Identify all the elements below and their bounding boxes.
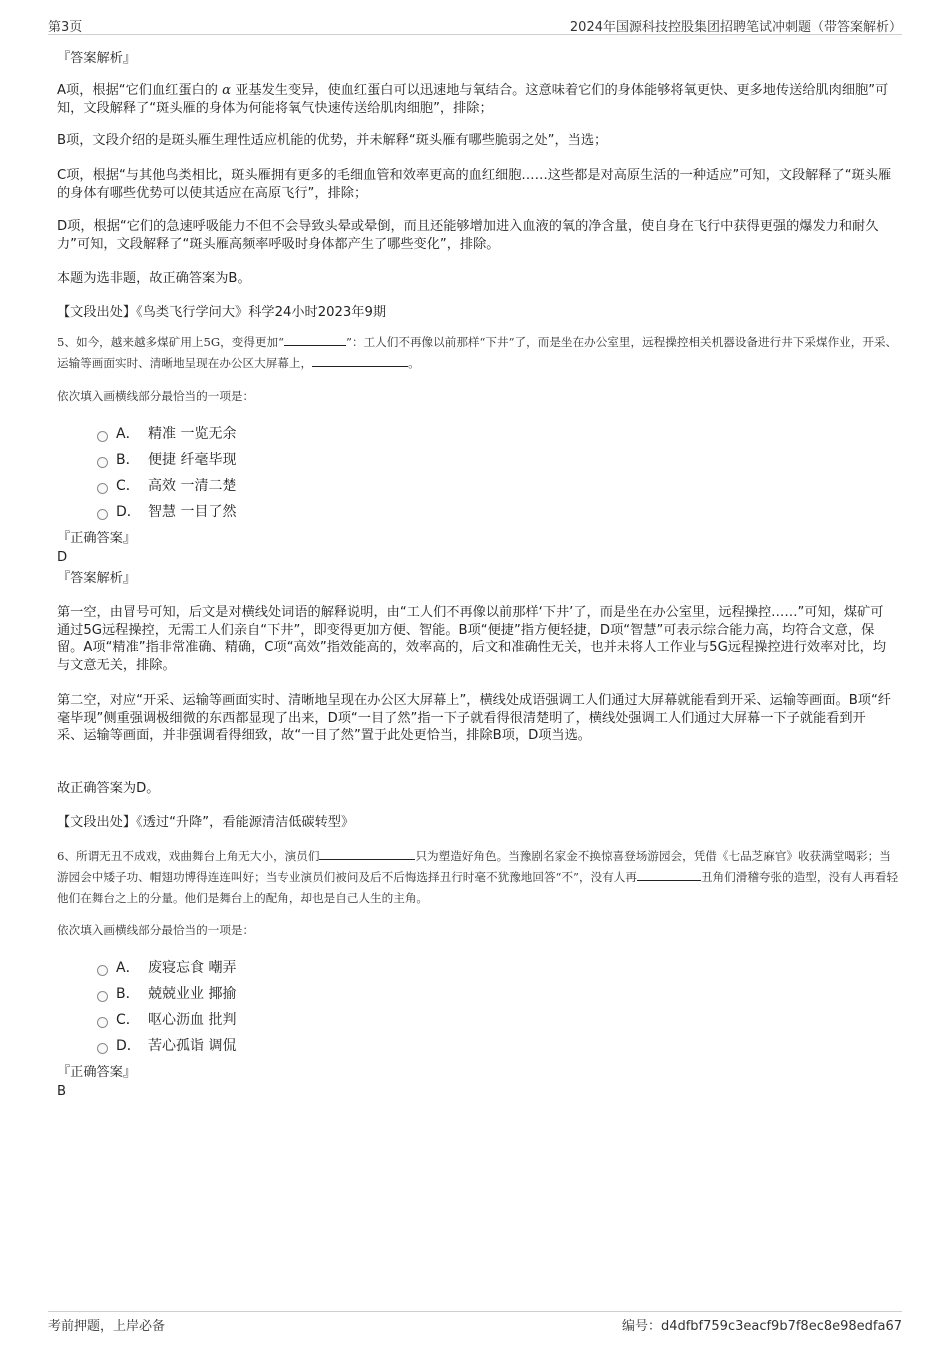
q5-blank-1: [284, 333, 346, 346]
q6-answer-label: 『正确答案』: [57, 1065, 137, 1080]
radio-icon[interactable]: [97, 1017, 108, 1028]
q5-source: 【文段出处】《透过“升降”，看能源清洁低碳转型》: [57, 815, 355, 830]
q6-option-a[interactable]: A． 废寝忘食 嘲弄: [97, 957, 236, 977]
q5-question: 5、如今，越来越多煤矿用上5G，变得更加“ ”：工人们不再像以前那样“下井”了，而是坐在办公室里，远程操控相关机器设备进行井下采煤作业，开采、运输等画面实时、清晰地呈现在办公区大屏幕上， 。: [57, 335, 898, 370]
page-footer: [48, 1311, 902, 1336]
q6-answer: B: [57, 1084, 67, 1099]
q6-prompt: 依次填入画横线部分最恰当的一项是：: [57, 923, 255, 937]
page-header: [48, 14, 902, 35]
q6-option-d[interactable]: D． 苦心孤诣 调侃: [97, 1035, 236, 1055]
footer-slogan: 考前押题，上岸必备: [48, 1319, 166, 1334]
radio-icon[interactable]: [97, 431, 108, 442]
q6-blank-2: [637, 868, 701, 881]
q5-option-d[interactable]: D． 智慧 一目了然: [97, 501, 236, 521]
q4-analysis-b: B项，文段介绍的是斑头雁生理性适应机能的优势，并未解释“斑头雁有哪些脆弱之处”，当选；: [57, 133, 608, 148]
q5-answer: D: [57, 550, 68, 565]
q4-conclusion: 本题为选非题，故正确答案为B。: [57, 271, 251, 286]
q5-analysis-1: 第一空，由冒号可知，后文是对横线处词语的解释说明，由“工人们不再像以前那样‘下井’了，而是坐在办公室里，远程操控……”可知，煤矿可通过5G远程操控，无需工人们亲自“下井”，即变得更加方便、智能。B项“便捷”指方便轻捷，D项“智慧”可表示综合能力高，均符合文意，保留。A项“精准”指非常准确、精确，C项“高效”指效能高的，效率高的，后文和准确性无关，也并未将人工作业与5G远程操控进行效率对比，均与文意无关，排除。: [57, 605, 887, 673]
q6-question: 6、所谓无丑不成戏，戏曲舞台上角无大小，演员们 只为塑造好角色。当豫剧名家金不换惊喜登场游园会，凭借《七品芝麻官》收获满堂喝彩；当游园会中矮子功、帽翅功博得连连叫好；当专业演员们被问及后不后悔选择丑行时毫不犹豫地回答“不”，没有人再 丑角们滑稽夸张的造型，没有人再看轻他们在舞台之上的分量。他们是舞台上的配角，却也是自己人生的主角。: [57, 849, 899, 905]
radio-icon[interactable]: [97, 457, 108, 468]
radio-icon[interactable]: [97, 991, 108, 1002]
q5-option-a[interactable]: A． 精准 一览无余: [97, 423, 236, 443]
radio-icon[interactable]: [97, 1043, 108, 1054]
q5-analysis-2: 第二空，对应“开采、运输等画面实时、清晰地呈现在办公区大屏幕上”，横线处成语强调工人们通过大屏幕就能看到开采、运输等画面。B项“纤毫毕现”侧重强调极细微的东西都显现了出来，D项“一目了然”指一下子就看得很清楚明了，横线处强调工人们通过大屏幕一下子就能看到开采、运输等画面，并非强调看得细致，故“一目了然”置于此处更恰当，排除B项，D项当选。: [57, 693, 891, 744]
q4-analysis-label: 『答案解析』: [57, 51, 137, 66]
q5-answer-label: 『正确答案』: [57, 531, 137, 546]
radio-icon[interactable]: [97, 509, 108, 520]
q5-analysis-label: 『答案解析』: [57, 571, 137, 586]
q5-blank-2: [312, 354, 408, 367]
radio-icon[interactable]: [97, 965, 108, 976]
alpha-symbol: α: [222, 83, 232, 98]
q6-blank-1: [319, 847, 415, 860]
q5-conclusion: 故正确答案为D。: [57, 781, 160, 796]
page-number: 第3页: [48, 20, 83, 35]
q5-option-c[interactable]: C． 高效 一清二楚: [97, 475, 236, 495]
q4-analysis-d: D项，根据“它们的急速呼吸能力不但不会导致头晕或晕倒，而且还能够增加进入血液的氧的净含量，使自身在飞行中获得更强的爆发力和耐久力”可知，文段解释了“斑头雁高频率呼吸时身体都产生了哪些变化”，排除。: [57, 219, 879, 252]
document-title: 2024年国源科技控股集团招聘笔试冲刺题（带答案解析）: [569, 20, 902, 35]
q4-analysis-c: C项，根据“与其他鸟类相比，斑头雁拥有更多的毛细血管和效率更高的血红细胞……这些都是对高原生活的一种适应”可知，文段解释了“斑头雁的身体有哪些优势可以使其适应在高原飞行”，排除；: [57, 168, 892, 201]
q6-option-b[interactable]: B． 兢兢业业 揶揄: [97, 983, 236, 1003]
radio-icon[interactable]: [97, 483, 108, 494]
document-id: 编号：d4dfbf759c3eacf9b7f8ec8e98edfa67: [621, 1319, 902, 1334]
q4-source: 【文段出处】《鸟类飞行学问大》科学24小时2023年9期: [57, 305, 387, 320]
q5-option-b[interactable]: B． 便捷 纤毫毕现: [97, 449, 236, 469]
q4-analysis-a: A项，根据“它们血红蛋白的 α 亚基发生变异，使血红蛋白可以迅速地与氧结合。这意味着它们的身体能够将氧更快、更多地传送给肌肉细胞”可知，文段解释了“斑头雁的身体为何能将氧气快速传送给肌肉细胞”，排除；: [57, 83, 889, 116]
q5-prompt: 依次填入画横线部分最恰当的一项是：: [57, 389, 255, 403]
q6-option-c[interactable]: C． 呕心沥血 批判: [97, 1009, 236, 1029]
